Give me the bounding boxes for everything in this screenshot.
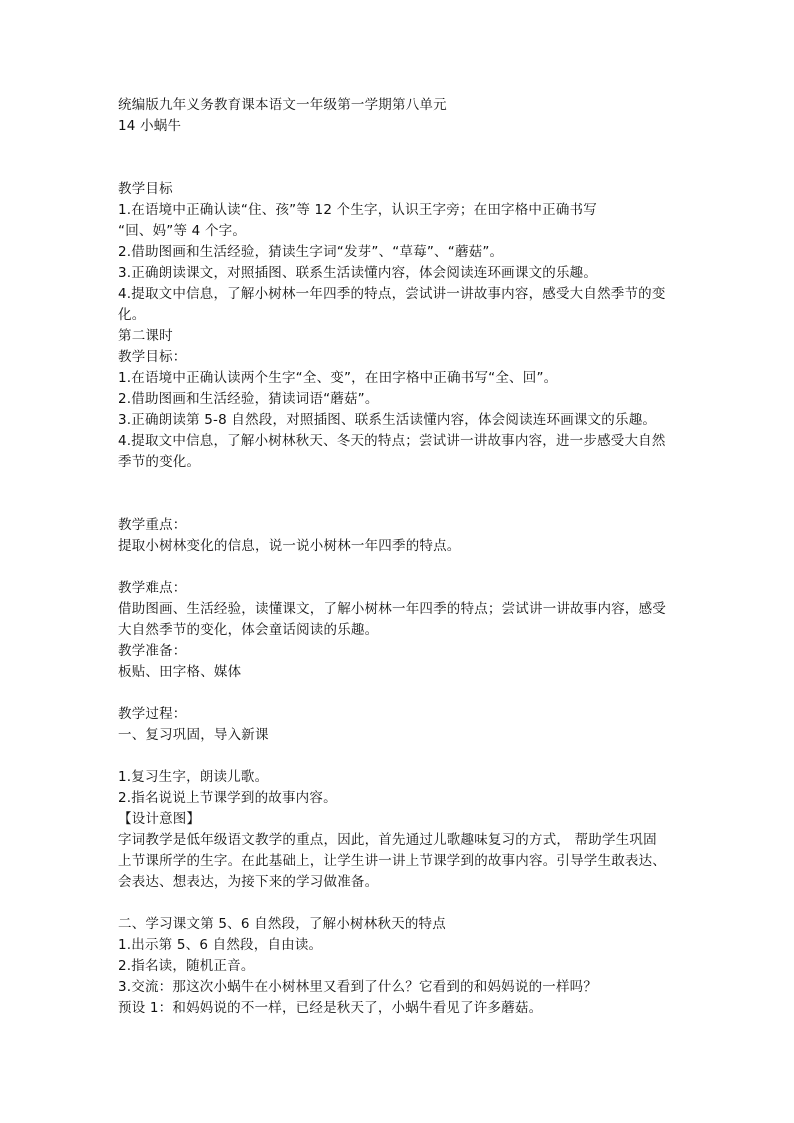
- document-body: [118, 95, 688, 1019]
- spacer: [118, 473, 688, 515]
- process-heading: 教学过程：: [118, 706, 187, 722]
- process-step: 1.出示第 5、6 自然段，自由读。: [118, 937, 323, 953]
- process-step: 3.交流：那这次小蜗牛在小树林里又看到了什么？它看到的和妈妈说的一样吗？: [118, 979, 598, 995]
- process-step: 2.指名说说上节课学到的故事内容。: [118, 790, 337, 806]
- difficulties-text: 大自然季节的变化，体会童话阅读的乐趣。: [118, 622, 379, 638]
- process-step: 1.复习生字，朗读儿歌。: [118, 769, 269, 785]
- spacer: [118, 137, 688, 179]
- preparation-heading: 教学准备：: [118, 643, 187, 659]
- difficulties-text: 借助图画、生活经验，读懂课文，了解小树林一年四季的特点；尝试讲一讲故事内容，感受: [118, 601, 666, 617]
- spacer: [118, 683, 688, 704]
- process-part1-title: 一、复习巩固，导入新课: [118, 727, 269, 743]
- process-step: 预设 1：和妈妈说的不一样，已经是秋天了，小蜗牛看见了许多蘑菇。: [118, 1000, 543, 1016]
- goal-item: “回、妈”等 4 个字。: [118, 223, 247, 239]
- difficulties-heading: 教学难点：: [118, 580, 187, 596]
- goals-heading: 教学目标: [118, 181, 173, 197]
- second-period-goal-item: 1.在语境中正确认读两个生字“全、变”，在田字格中正确书写“全、回”。: [118, 370, 558, 386]
- lesson-title: 14 小蜗牛: [118, 118, 182, 134]
- preparation-text: 板贴、田字格、媒体: [118, 664, 242, 680]
- design-intent-label: 【设计意图】: [118, 811, 201, 827]
- document-series-title: 统编版九年义务教育课本语文一年级第一学期第八单元: [118, 97, 447, 113]
- second-period-heading: 第二课时: [118, 328, 173, 344]
- spacer: [118, 893, 688, 914]
- spacer: [118, 557, 688, 578]
- goal-item: 2.借助图画和生活经验，猜读生字词“发芽”、“草莓”、“蘑菇”。: [118, 244, 504, 260]
- process-step: 2.指名读，随机正音。: [118, 958, 255, 974]
- process-part2-title: 二、学习课文第 5、6 自然段，了解小树林秋天的特点: [118, 916, 446, 932]
- spacer: [118, 746, 688, 767]
- design-intent-text: 会表达、想表达，为接下来的学习做准备。: [118, 874, 379, 890]
- goal-item: 化。: [118, 307, 146, 323]
- second-period-goal-item: 3.正确朗读第 5-8 自然段，对照插图、联系生活读懂内容，体会阅读连环画课文的乐趣。: [118, 412, 657, 428]
- goal-item: 4.提取文中信息，了解小树林一年四季的特点，尝试讲一讲故事内容，感受大自然季节的变: [118, 286, 666, 302]
- key-points-heading: 教学重点：: [118, 517, 187, 533]
- second-period-goal-item: 季节的变化。: [118, 454, 201, 470]
- second-period-goals-heading: 教学目标：: [118, 349, 187, 365]
- key-points-text: 提取小树林变化的信息，说一说小树林一年四季的特点。: [118, 538, 461, 554]
- goal-item: 1.在语境中正确认读“住、孩”等 12 个生字，认识王字旁；在田字格中正确书写: [118, 202, 597, 218]
- second-period-goal-item: 2.借助图画和生活经验，猜读词语“蘑菇”。: [118, 391, 379, 407]
- design-intent-text: 上节课所学的生字。在此基础上，让学生讲一讲上节课学到的故事内容。引导学生敢表达、: [118, 853, 666, 869]
- goal-item: 3.正确朗读课文，对照插图、联系生活读懂内容，体会阅读连环画课文的乐趣。: [118, 265, 598, 281]
- second-period-goal-item: 4.提取文中信息，了解小树林秋天、冬天的特点；尝试讲一讲故事内容，进一步感受大自然: [118, 433, 666, 449]
- design-intent-text: 字词教学是低年级语文教学的重点，因此，首先通过儿歌趣味复习的方式， 帮助学生巩固: [118, 832, 657, 848]
